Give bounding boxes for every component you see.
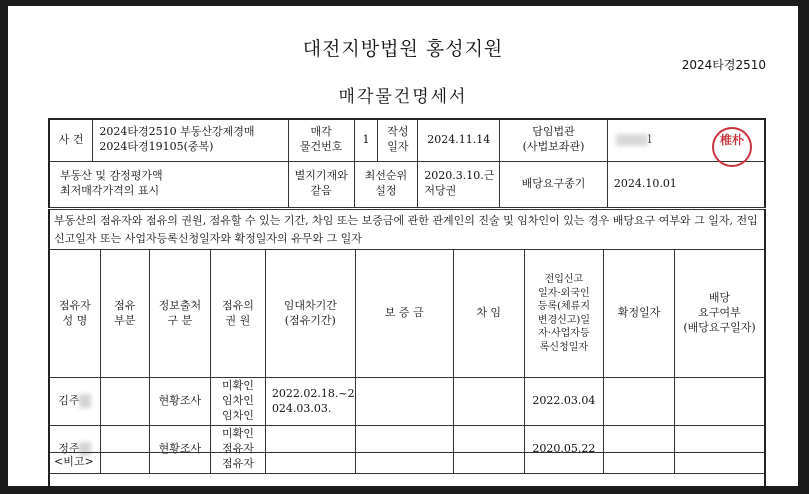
priority-label: 최선순위 설정 <box>354 161 418 207</box>
info-source: 현황조사 <box>149 378 210 426</box>
document-title: 매각물건명세서 <box>338 87 468 107</box>
remarks-label: <비고> <box>49 453 765 487</box>
deposit <box>355 378 453 426</box>
lease-period: 2022.02.18.~2 024.03.03. <box>265 378 355 426</box>
occupant-name <box>49 378 100 426</box>
item-number: 1 <box>354 119 378 161</box>
rent <box>453 378 524 426</box>
case-number: 2024타경2510 <box>681 58 766 72</box>
col-dividend-request: 배당 요구여부 (배당요구일자) <box>674 250 765 378</box>
court-seal: 椎朴 <box>712 127 752 167</box>
occupied-part <box>100 378 149 426</box>
judge-cell <box>607 119 765 161</box>
court-title: 대전지방법원 홍성지원 <box>302 38 504 60</box>
col-fixed-date: 확정일자 <box>604 250 675 378</box>
judge-label: 담임법관 (사법보좌관) <box>500 119 608 161</box>
col-occupant-name: 점유자 성 명 <box>49 250 100 378</box>
case-description <box>93 119 288 161</box>
document-page <box>8 6 798 486</box>
deadline-label: 배당요구종기 <box>500 161 608 207</box>
deadline-value: 2024.10.01 <box>607 161 765 207</box>
remarks-table <box>48 452 766 486</box>
col-occupancy-right: 점유의 권 원 <box>210 250 265 378</box>
case-label: 사 건 <box>49 119 93 161</box>
item-number-label: 매각 물건번호 <box>288 119 354 161</box>
occupancy-right: 미확인 임차인 임차인 <box>210 378 265 426</box>
col-move-in-date: 전입신고 일자·외국인 등록(체류지 변경신고)일 자·사업자등 록신청일자 <box>524 250 604 378</box>
col-deposit: 보 증 금 <box>355 250 453 378</box>
occupant-name-text: 정주 <box>58 442 80 456</box>
occupant-name-text: 김주 <box>58 394 80 408</box>
col-rent: 차 임 <box>453 250 524 378</box>
col-info-source: 정보출처 구 분 <box>149 250 210 378</box>
redacted-name <box>79 394 91 408</box>
case-line-2: 2024타경19105(중복) <box>99 140 214 154</box>
judge-name-suffix: l <box>647 132 652 146</box>
priority-value: 2020.3.10.근저당권 <box>418 161 500 207</box>
price-value: 별지기재와 같음 <box>288 161 354 207</box>
case-info-table <box>48 118 766 208</box>
redacted-judge-name <box>616 134 648 146</box>
move-in-date: 2020.05.22 <box>524 426 604 474</box>
occupancy-table <box>48 209 766 474</box>
occupancy-right: 미확인 점유자 점유자 <box>210 426 265 474</box>
written-date: 2024.11.14 <box>418 119 500 161</box>
col-lease-period: 임대차기간 (점유기간) <box>265 250 355 378</box>
dividend-request <box>674 378 765 426</box>
move-in-date: 2022.03.04 <box>524 378 604 426</box>
occupancy-description: 부동산의 점유자와 점유의 권원, 점유할 수 있는 기간, 차임 또는 보증금에 관한 관계인의 진술 및 임차인이 있는 경우 배당요구 여부와 그 일자, 전입신고일자 또는 사업자등록신청일자와 확정일자의 유무와 그 일자 <box>49 210 765 250</box>
table-row <box>49 378 765 426</box>
price-label: 부동산 및 감정평가액 최저매각가격의 표시 <box>49 161 288 207</box>
info-source: 현황조사 <box>149 426 210 474</box>
fixed-date <box>604 378 675 426</box>
case-line-1: 2024타경2510 부동산강제경매 <box>99 125 255 139</box>
written-date-label: 작성 일자 <box>378 119 418 161</box>
col-occupied-part: 점유 부분 <box>100 250 149 378</box>
